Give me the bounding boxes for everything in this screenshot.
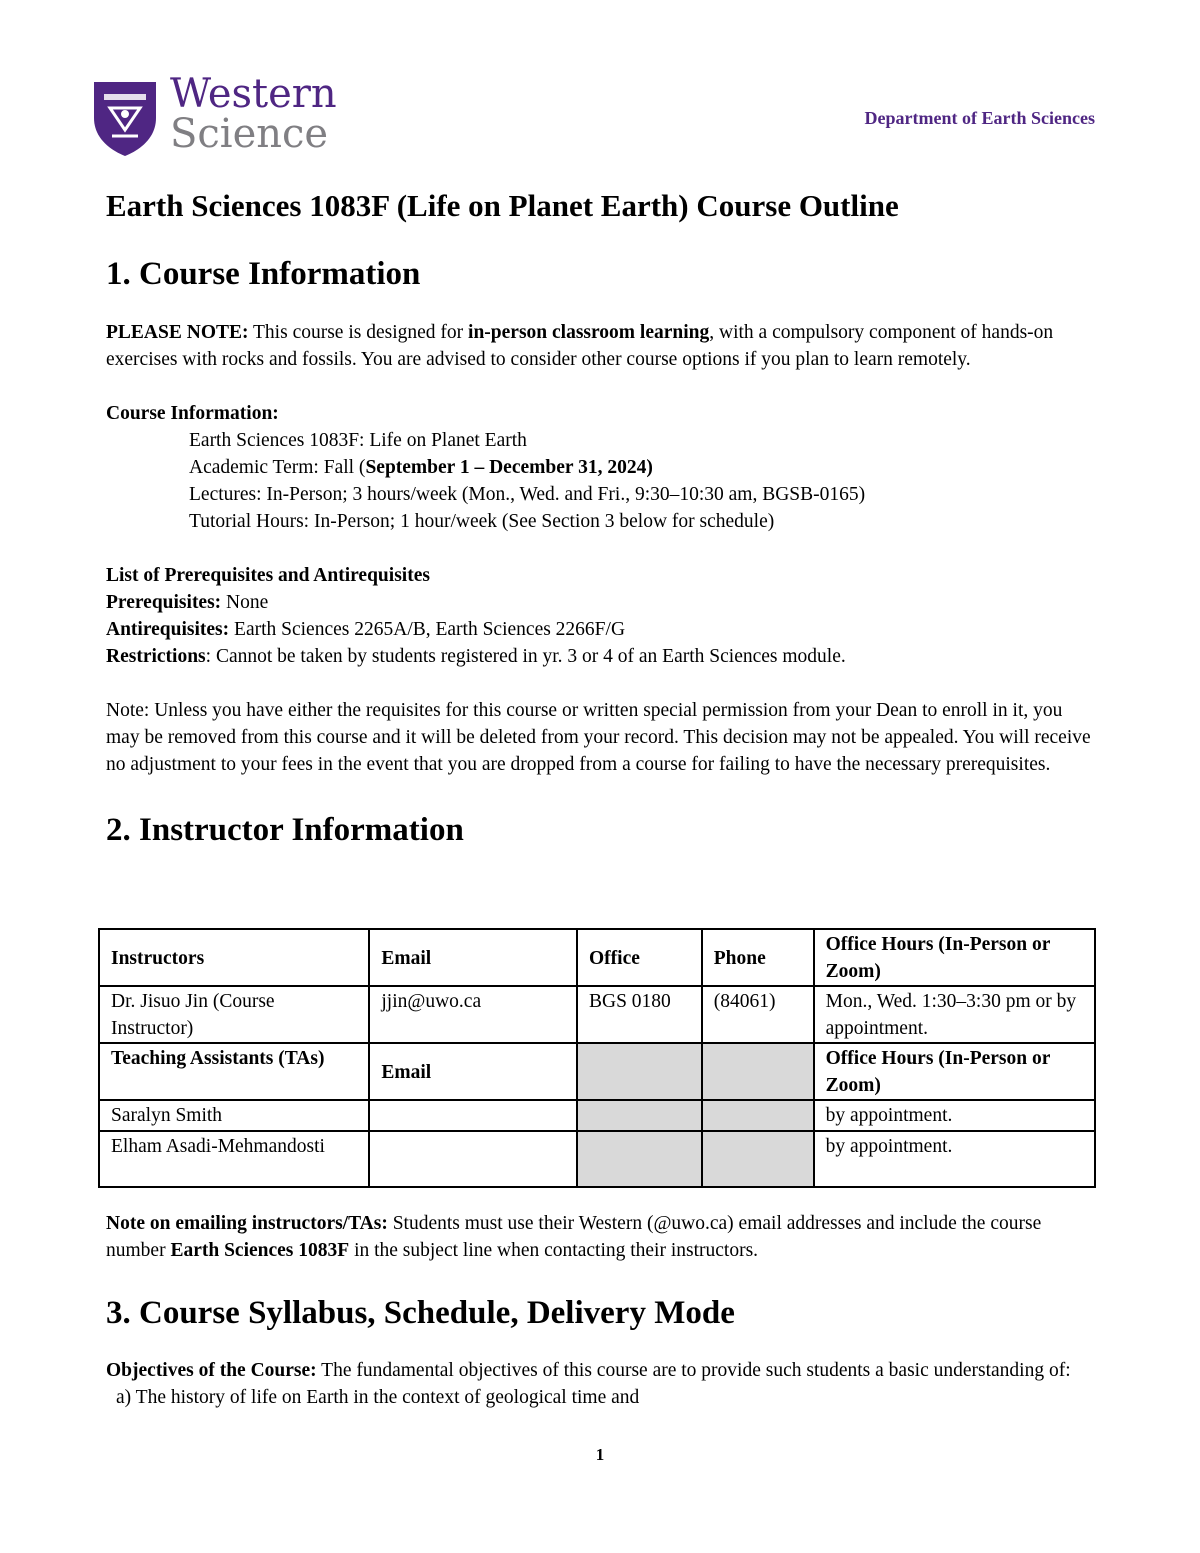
prereq-label: Prerequisites: bbox=[106, 592, 222, 613]
grey-cell bbox=[702, 1131, 814, 1187]
table-header-cell: Email bbox=[369, 929, 577, 986]
course-info-lectures: Lectures: In-Person; 3 hours/week (Mon., Wed. and Fri., 9:30–10:30 am, BGSB-0165) bbox=[189, 484, 866, 505]
instructor-office: BGS 0180 bbox=[577, 986, 702, 1043]
please-note-label: PLEASE NOTE: bbox=[106, 322, 249, 343]
email-note bbox=[106, 1210, 1096, 1264]
please-note-text-2: , with a compulsory component of hands-on exercises with rocks and fossils. You are advised to consider other course options if you plan to learn remotely. bbox=[106, 322, 1054, 370]
antireq-line bbox=[106, 616, 1096, 643]
term-dates: September 1 – December 31, 2024) bbox=[365, 457, 653, 478]
ta-header-cell: Email bbox=[369, 1043, 577, 1100]
table-header-row bbox=[99, 929, 1095, 986]
document-body-lower bbox=[106, 1210, 1096, 1411]
course-info-term bbox=[106, 454, 1096, 481]
restrictions-value: : Cannot be taken by students registered in yr. 3 or 4 of an Earth Sciences module. bbox=[205, 646, 846, 667]
antireq-value: Earth Sciences 2265A/B, Earth Sciences 2266F/G bbox=[229, 619, 626, 640]
objective-a: a) The history of life on Earth in the context of geological time and bbox=[116, 1387, 640, 1408]
objectives-label: Objectives of the Course: bbox=[106, 1360, 317, 1381]
objectives-paragraph bbox=[106, 1357, 1096, 1384]
term-prefix: Academic Term: Fall ( bbox=[189, 457, 366, 478]
grey-cell bbox=[577, 1043, 702, 1100]
page-number: 1 bbox=[595, 1445, 605, 1464]
table-header-cell: Phone bbox=[702, 929, 814, 986]
western-crest-icon bbox=[90, 78, 160, 158]
logo-line-1: Western bbox=[170, 71, 337, 117]
section-1-heading: 1. Course Information bbox=[106, 256, 421, 292]
course-info-tutorial: Tutorial Hours: In-Person; 1 hour/week (See Section 3 below for schedule) bbox=[189, 511, 775, 532]
instructor-table bbox=[98, 928, 1096, 1188]
ta-header-row bbox=[99, 1043, 1095, 1100]
prereq-heading: List of Prerequisites and Antirequisites bbox=[106, 565, 430, 586]
ta-email bbox=[369, 1100, 577, 1131]
grey-cell bbox=[702, 1043, 814, 1100]
restrictions-label: Restrictions bbox=[106, 646, 206, 667]
table-row bbox=[99, 986, 1095, 1043]
restrictions-line bbox=[106, 643, 1096, 670]
course-info-label: Course Information: bbox=[106, 403, 279, 424]
email-note-label: Note on emailing instructors/TAs: bbox=[106, 1213, 388, 1234]
email-note-text-2: in the subject line when contacting their instructors. bbox=[349, 1240, 759, 1261]
western-science-logo bbox=[90, 71, 350, 162]
document-title: Earth Sciences 1083F (Life on Planet Earth) Course Outline bbox=[106, 188, 899, 223]
ta-name: Saralyn Smith bbox=[99, 1100, 369, 1131]
course-info-name: Earth Sciences 1083F: Life on Planet Earth bbox=[189, 430, 527, 451]
table-header-cell: Instructors bbox=[99, 929, 369, 986]
table-row bbox=[99, 1100, 1095, 1131]
antireq-label: Antirequisites: bbox=[106, 619, 230, 640]
instructor-name: Dr. Jisuo Jin (Course Instructor) bbox=[99, 986, 369, 1043]
document-body bbox=[106, 186, 1096, 850]
table-header-cell: Office Hours (In-Person or Zoom) bbox=[814, 929, 1095, 986]
instructor-email: jjin@uwo.ca bbox=[369, 986, 577, 1043]
email-note-course: Earth Sciences 1083F bbox=[170, 1240, 350, 1261]
ta-header-cell: Teaching Assistants (TAs) bbox=[99, 1043, 369, 1100]
email-note-text: Students must use their Western (@uwo.ca) email addresses and include the course number bbox=[106, 1213, 1042, 1261]
department-name: Department of Earth Sciences bbox=[864, 108, 1095, 128]
grey-cell bbox=[577, 1131, 702, 1187]
prereq-line bbox=[106, 589, 1096, 616]
grey-cell bbox=[702, 1100, 814, 1131]
prereq-value: None bbox=[221, 592, 269, 613]
ta-office-hours: by appointment. bbox=[814, 1100, 1095, 1131]
instructor-phone: (84061) bbox=[702, 986, 814, 1043]
section-3-heading: 3. Course Syllabus, Schedule, Delivery Mode bbox=[106, 1295, 735, 1331]
requisite-note: Note: Unless you have either the requisites for this course or written special permission from your Dean to enroll in it, you may be removed from this course and it will be deleted from your record. This decision may not be appealed. You will receive no adjustment to your fees in the event that you are dropped from a course for failing to have the necessary prerequisites. bbox=[106, 700, 1091, 775]
section-2-heading: 2. Instructor Information bbox=[106, 812, 464, 848]
objectives-text: The fundamental objectives of this course are to provide such students a basic understanding of: bbox=[316, 1360, 1071, 1381]
instructor-office-hours: Mon., Wed. 1:30–3:30 pm or by appointment. bbox=[814, 986, 1095, 1043]
logo-line-2: Science bbox=[170, 111, 329, 157]
grey-cell bbox=[577, 1100, 702, 1131]
logo-wordmark bbox=[170, 71, 337, 157]
ta-office-hours: by appointment. bbox=[814, 1131, 1095, 1187]
please-note-bold: in-person classroom learning bbox=[468, 322, 710, 343]
ta-email bbox=[369, 1131, 577, 1187]
please-note-text: This course is designed for bbox=[248, 322, 469, 343]
table-header-cell: Office bbox=[577, 929, 702, 986]
ta-name: Elham Asadi-Mehmandosti bbox=[99, 1131, 369, 1187]
ta-header-cell: Office Hours (In-Person or Zoom) bbox=[814, 1043, 1095, 1100]
please-note-paragraph bbox=[106, 319, 1096, 373]
table-row bbox=[99, 1131, 1095, 1187]
